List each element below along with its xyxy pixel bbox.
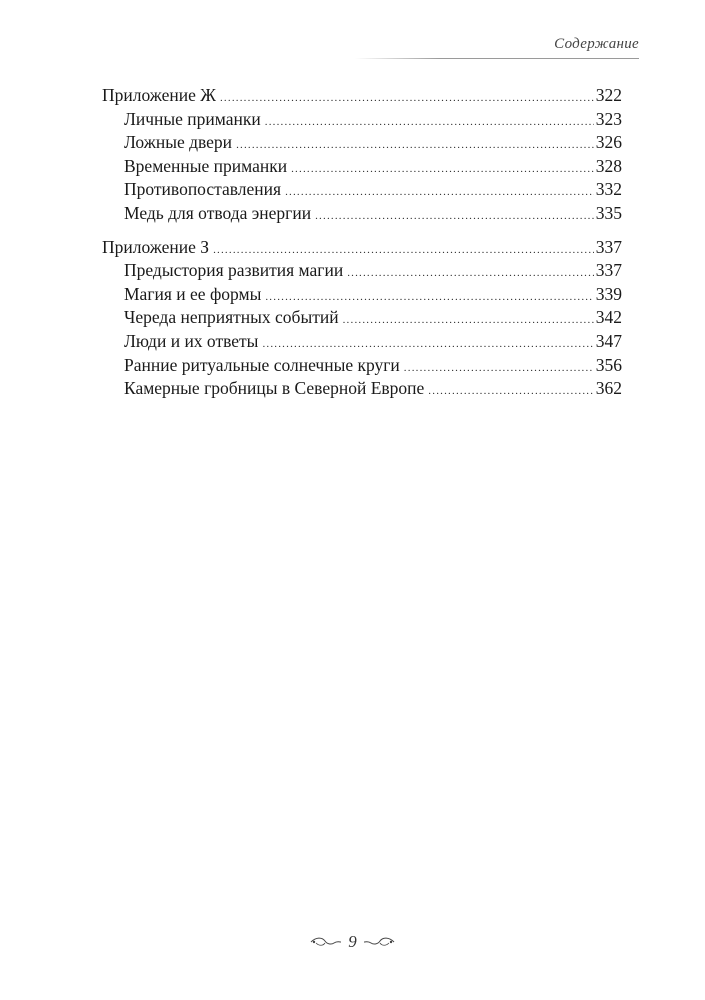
toc-leader-dots <box>428 380 593 404</box>
left-flourish-icon <box>310 936 342 948</box>
toc-section <box>102 84 622 226</box>
toc-entry <box>102 377 622 401</box>
toc-leader-dots <box>347 262 594 286</box>
toc-entry-page: 326 <box>595 132 622 153</box>
toc-entry-title: Временные приманки <box>124 155 288 176</box>
toc-entry-page: 339 <box>595 283 622 304</box>
toc-entry-title: Люди и их ответы <box>124 330 259 351</box>
toc-entry-title: Ранние ритуальные солнечные круги <box>124 354 400 375</box>
toc-entry-title: Приложение З <box>102 236 210 257</box>
toc-entry-page: 337 <box>595 236 622 257</box>
toc-leader-dots <box>291 158 594 182</box>
right-flourish-icon <box>363 936 395 948</box>
toc-entry <box>102 131 622 155</box>
toc-leader-dots <box>404 357 594 381</box>
toc-entry-page: 347 <box>595 330 622 351</box>
toc-entry-page: 337 <box>595 260 622 281</box>
toc-entry <box>102 155 622 179</box>
toc-entry <box>102 259 622 283</box>
toc-entry <box>102 202 622 226</box>
toc-section-heading <box>102 236 622 260</box>
toc-entry-page: 323 <box>595 108 622 129</box>
running-header-title: Содержание <box>554 36 639 52</box>
toc-entry <box>102 108 622 132</box>
toc-leader-dots <box>265 111 594 135</box>
toc-leader-dots <box>343 309 594 333</box>
toc-entry <box>102 330 622 354</box>
toc-entry-page: 322 <box>595 85 622 105</box>
toc-entry-title: Магия и ее формы <box>124 283 262 304</box>
toc-entry-title: Личные приманки <box>124 108 261 129</box>
toc-entry-title: Череда неприятных событий <box>124 307 339 328</box>
toc-entry-page: 335 <box>595 202 622 223</box>
toc-entry <box>102 354 622 378</box>
toc-entry-page: 328 <box>595 155 622 176</box>
toc-entry-title: Камерные гробницы в Северной Европе <box>124 378 425 399</box>
toc-leader-dots <box>285 181 594 205</box>
header-rule <box>355 58 639 59</box>
toc-leader-dots <box>220 87 594 111</box>
toc-entry-page: 332 <box>595 179 622 200</box>
table-of-contents <box>102 84 622 411</box>
toc-entry-page: 356 <box>595 354 622 375</box>
toc-leader-dots <box>315 205 594 229</box>
toc-entry-title: Противопоставления <box>124 179 282 200</box>
page-number: 9 <box>348 932 357 951</box>
toc-entry <box>102 306 622 330</box>
toc-section <box>102 236 622 401</box>
toc-section-heading <box>102 84 622 108</box>
toc-entry-page: 362 <box>595 378 622 399</box>
toc-entry-page: 342 <box>595 307 622 328</box>
toc-entry-title: Приложение Ж <box>102 85 216 105</box>
toc-entry-title: Медь для отвода энергии <box>124 202 312 223</box>
toc-entry-title: Ложные двери <box>124 132 233 153</box>
page-footer <box>0 932 705 952</box>
toc-entry <box>102 178 622 202</box>
toc-entry <box>102 283 622 307</box>
toc-entry-title: Предыстория развития магии <box>124 260 344 281</box>
